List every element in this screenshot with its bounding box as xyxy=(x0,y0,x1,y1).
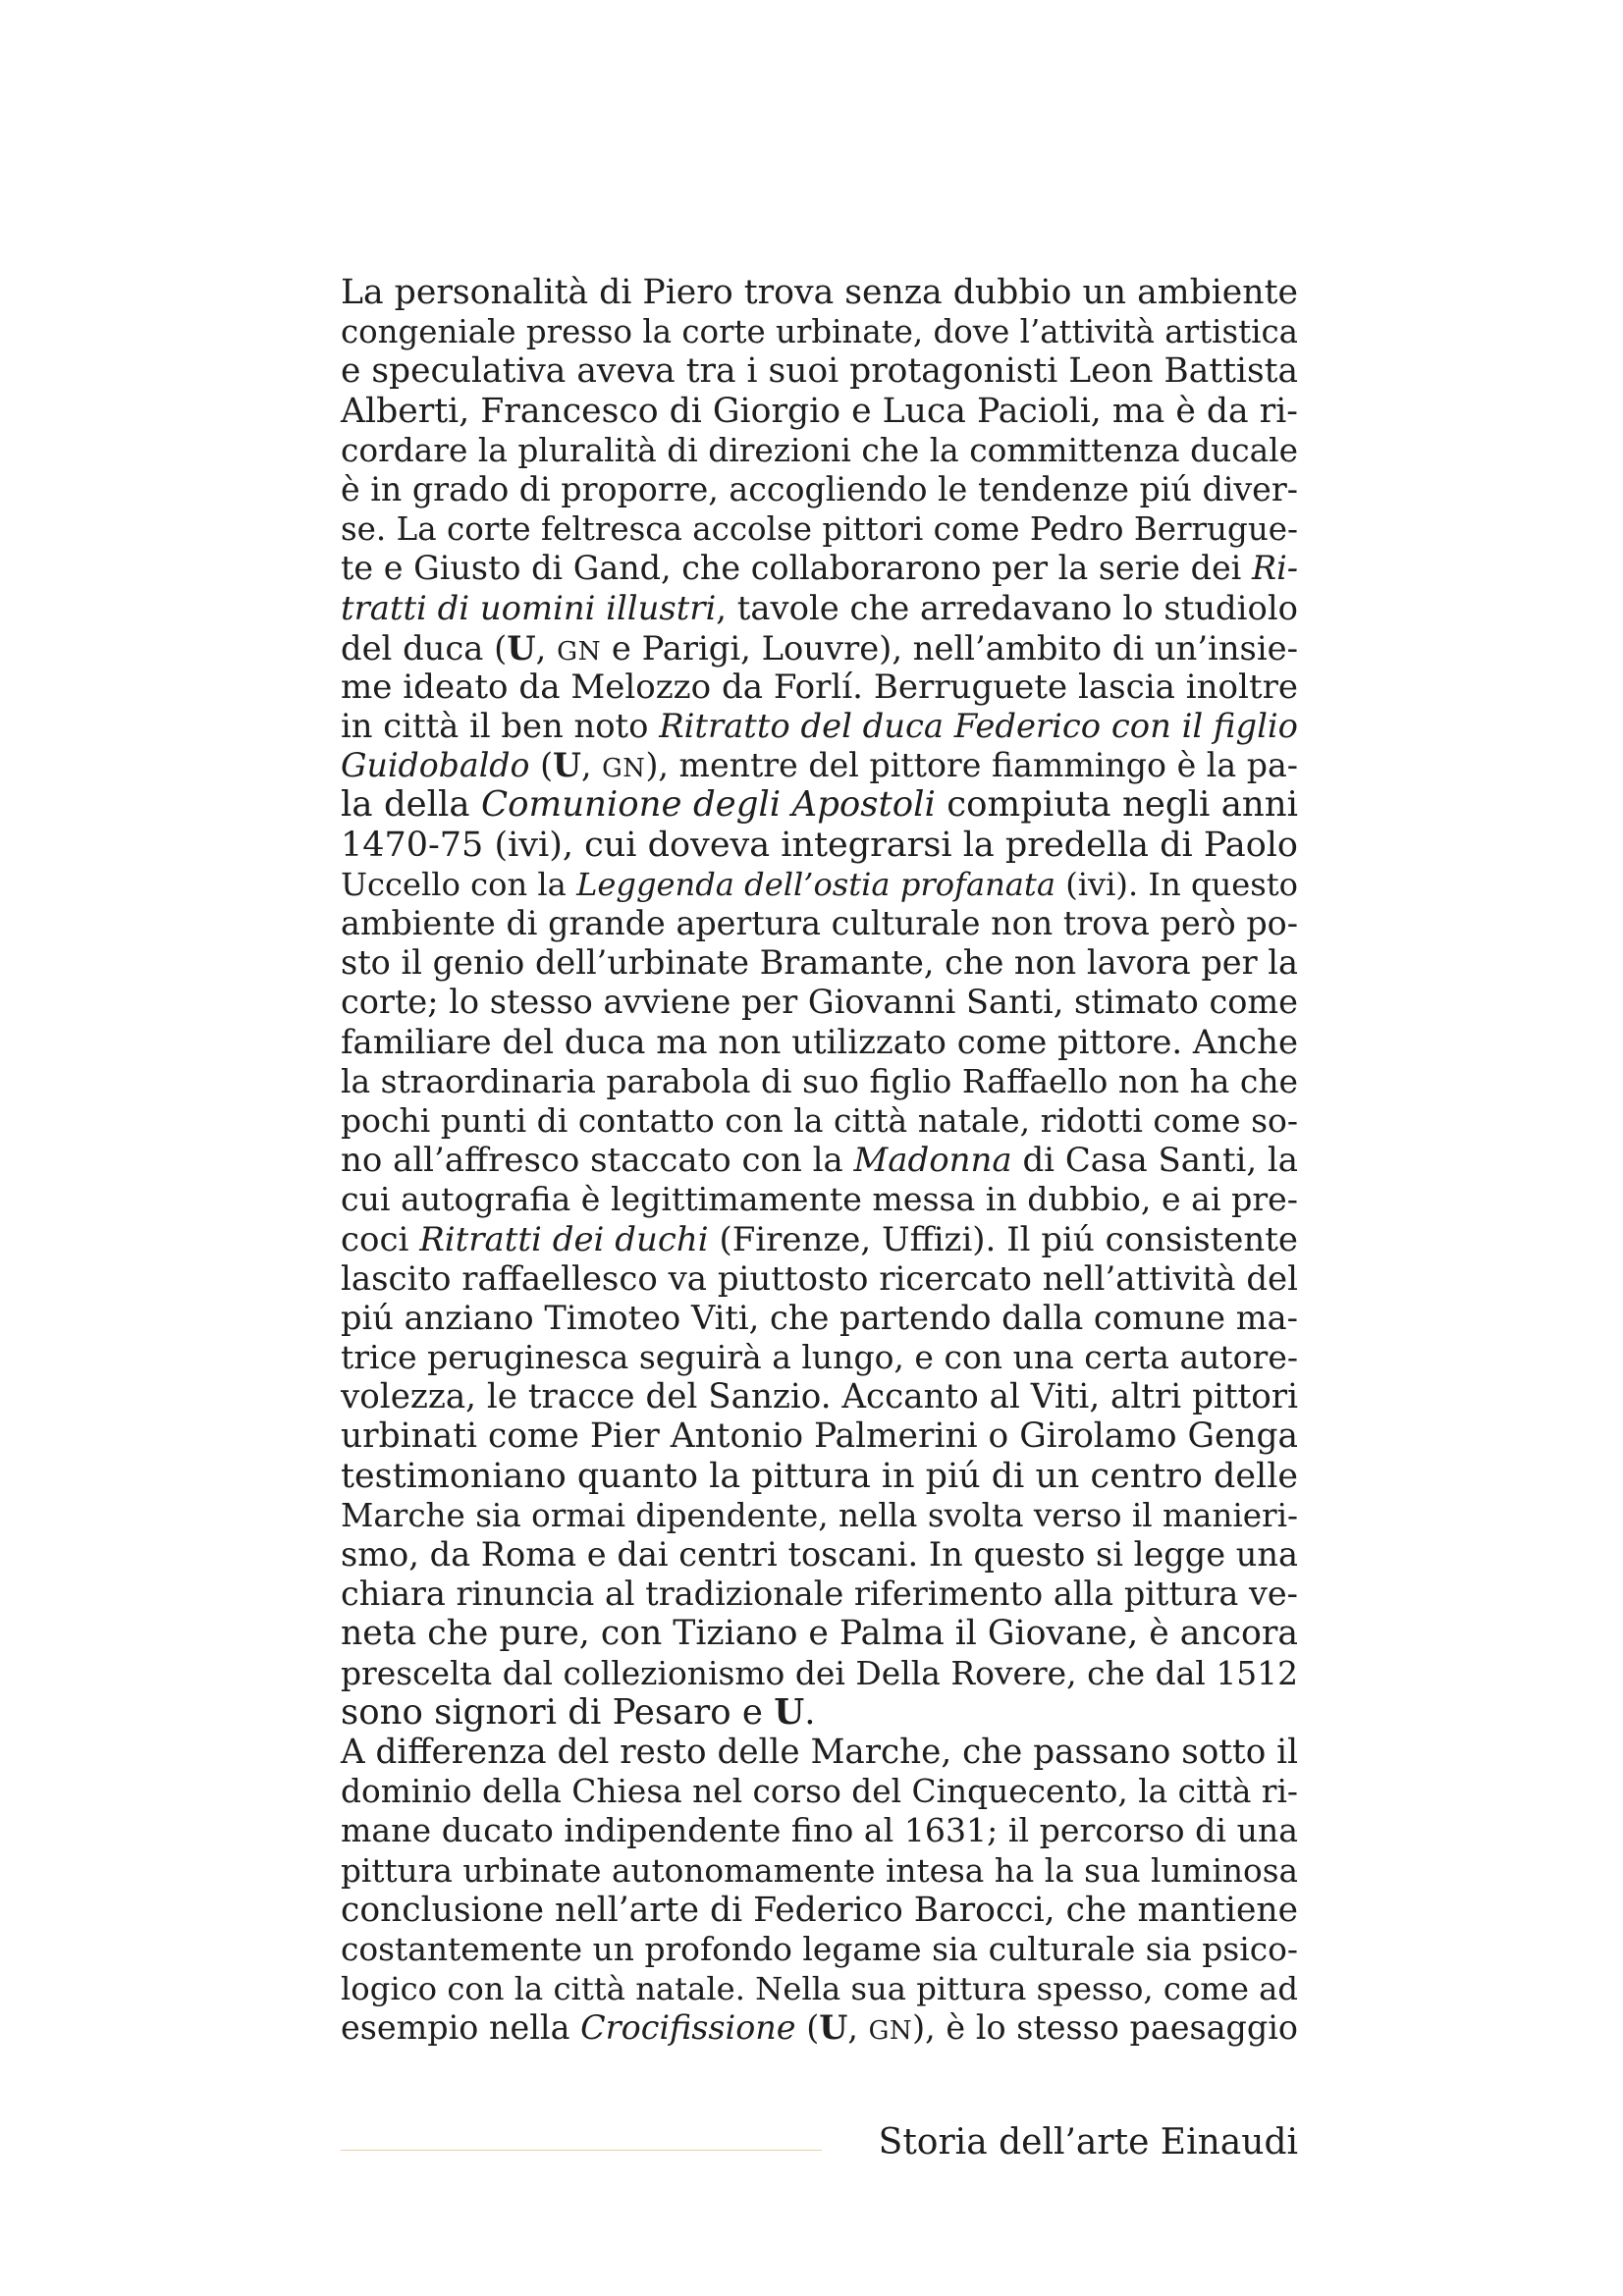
text-run: costantemente un profondo legame sia culturale sia psico- xyxy=(341,1929,1298,1968)
text-run: la straordinaria parabola di suo figlio Raffaello non ha che xyxy=(341,1061,1298,1100)
text-line xyxy=(341,1457,1298,1496)
text-run: Uccello con la xyxy=(341,865,577,903)
text-run: testimoniano quanto la pittura in piú di un centro delle xyxy=(341,1456,1298,1496)
text-line xyxy=(341,431,1298,470)
text-run: (Firenze, Uffizi). Il piú consistente xyxy=(708,1219,1298,1259)
italic-title: tratti di uomini illustri xyxy=(341,588,717,627)
text-line xyxy=(341,1101,1298,1141)
text-run: dominio della Chiesa nel corso del Cinquecento, la città ri- xyxy=(341,1773,1298,1811)
text-run: neta che pure, con Tiziano e Palma il Giovane, è ancora xyxy=(341,1614,1298,1654)
text-line xyxy=(341,943,1298,983)
text-line xyxy=(341,707,1298,746)
text-line xyxy=(341,1772,1298,1811)
text-run: urbinati come Pier Antonio Palmerini o Girolamo Genga xyxy=(341,1416,1298,1457)
text-line xyxy=(341,1141,1298,1180)
text-run: logico con la città natale. Nella sua pittura spesso, come ad xyxy=(341,1970,1298,2008)
text-run: ( xyxy=(529,746,554,785)
text-run: è in grado di proporre, accogliendo le tendenze piú diver- xyxy=(341,469,1298,508)
text-run: chiara rinuncia al tradizionale riferimento alla pittura ve- xyxy=(341,1575,1298,1614)
italic-title: Madonna xyxy=(853,1141,1012,1181)
museum-abbrev: GN xyxy=(868,2016,913,2047)
text-run: prescelta dal collezionismo dei Della Rovere, che dal 1512 xyxy=(341,1653,1298,1692)
text-run: smo, da Roma e dai centri toscani. In questo si legge una xyxy=(341,1535,1298,1574)
location-abbrev: U xyxy=(774,1691,805,1733)
text-line xyxy=(341,1338,1298,1377)
text-run: e speculativa aveva tra i suoi protagonisti Leon Battista xyxy=(341,351,1298,392)
text-line xyxy=(341,1575,1298,1614)
text-run: del duca ( xyxy=(341,628,508,667)
text-run: , xyxy=(580,746,603,785)
text-run: piú anziano Timoteo Viti, che partendo dalla comune ma- xyxy=(341,1298,1298,1337)
italic-title: Ritratti dei duchi xyxy=(419,1219,709,1259)
location-abbrev: U xyxy=(553,746,581,785)
text-run: ambiente di grande apertura culturale non trova però po- xyxy=(341,904,1298,942)
text-run: . xyxy=(804,1691,816,1733)
text-line xyxy=(341,904,1298,943)
text-line xyxy=(341,1969,1298,2008)
text-line xyxy=(341,1930,1298,1969)
text-line xyxy=(341,826,1298,865)
text-run: pittura urbinate autonomamente intesa ha la sua luminosa xyxy=(341,1851,1298,1890)
text-run: La personalità di Piero trova senza dubbio un ambiente xyxy=(341,273,1298,312)
text-run: , xyxy=(847,2008,869,2048)
text-line xyxy=(341,1535,1298,1575)
text-line xyxy=(341,1299,1298,1338)
footer-rule xyxy=(341,2150,822,2151)
text-run: sono signori di Pesaro e xyxy=(341,1691,775,1733)
text-run: compiuta negli anni xyxy=(935,784,1298,826)
text-line xyxy=(341,351,1298,391)
text-line xyxy=(341,1220,1298,1259)
text-run: (ivi). In questo xyxy=(1055,865,1298,903)
text-run: no all’affresco staccato con la xyxy=(341,1141,854,1181)
text-run: familiare del duca ma non utilizzato come pittore. Anche xyxy=(341,1022,1298,1061)
text-run: Alberti, Francesco di Giorgio e Luca Pacioli, ma è da ri- xyxy=(341,391,1298,431)
text-run: conclusione nell’arte di Federico Barocci, che mantiene xyxy=(341,1890,1298,1930)
text-run: esempio nella xyxy=(341,2008,581,2048)
text-line xyxy=(341,1180,1298,1219)
text-run: ), è lo stesso paesaggio xyxy=(912,2008,1298,2048)
italic-title: Crocifissione xyxy=(580,2008,796,2048)
text-line xyxy=(341,1851,1298,1891)
text-run: , xyxy=(535,628,558,667)
text-line xyxy=(341,1614,1298,1653)
text-run: corte; lo stesso avviene per Giovanni Santi, stimato come xyxy=(341,983,1298,1022)
text-run: di Casa Santi, la xyxy=(1011,1141,1298,1181)
text-run: e Parigi, Louvre), nell’ambito di un’insie- xyxy=(601,628,1298,667)
text-line xyxy=(341,1062,1298,1101)
text-run: me ideato da Melozzo da Forlí. Berruguete lascia inoltre xyxy=(341,667,1298,707)
text-line xyxy=(341,785,1298,825)
text-run: congeniale presso la corte urbinate, dove l’attività artistica xyxy=(341,313,1298,351)
italic-title: Comunione degli Apostoli xyxy=(481,784,936,826)
text-line xyxy=(341,509,1298,549)
text-run: pochi punti di contatto con la città natale, ridotti come so- xyxy=(341,1100,1298,1140)
footer-title: Storia dell’arte Einaudi xyxy=(878,2122,1298,2163)
text-line xyxy=(341,273,1298,312)
text-line xyxy=(341,549,1298,588)
italic-title: Ri- xyxy=(1251,549,1298,588)
text-run: A differenza del resto delle Marche, che passano sotto il xyxy=(341,1732,1298,1772)
text-run: Marche sia ormai dipendente, nella svolta verso il manieri- xyxy=(341,1496,1298,1534)
text-run: coci xyxy=(341,1219,420,1259)
location-abbrev: U xyxy=(507,627,536,667)
text-line xyxy=(341,1693,1298,1733)
museum-abbrev: GN xyxy=(602,754,646,784)
text-line xyxy=(341,1416,1298,1456)
text-run: sto il genio dell’urbinate Bramante, che non lavora per la xyxy=(341,943,1298,983)
text-line xyxy=(341,312,1298,351)
text-run: cordare la pluralità di direzioni che la committenza ducale xyxy=(341,431,1298,469)
italic-title: Guidobaldo xyxy=(341,746,530,785)
text-line xyxy=(341,983,1298,1022)
text-run: la della xyxy=(341,784,481,826)
text-line xyxy=(341,1654,1298,1693)
text-run: lascito raffaellesco va piuttosto ricercato nell’attività del xyxy=(341,1258,1298,1299)
text-line xyxy=(341,1891,1298,1930)
text-line xyxy=(341,865,1298,904)
body-text xyxy=(341,273,1298,2048)
text-run: se. La corte feltresca accolse pittori come Pedro Berrugue- xyxy=(341,510,1298,549)
text-run: cui autografia è legittimamente messa in dubbio, e ai pre- xyxy=(341,1180,1298,1219)
location-abbrev: U xyxy=(819,2008,848,2048)
text-run: mane ducato indipendente fino al 1631; il percorso di una xyxy=(341,1811,1298,1850)
museum-abbrev: GN xyxy=(557,636,602,667)
italic-title: Ritratto del duca Federico con il figlio xyxy=(659,707,1298,746)
text-line xyxy=(341,1377,1298,1416)
text-line xyxy=(341,746,1298,785)
text-line xyxy=(341,1259,1298,1299)
text-line xyxy=(341,628,1298,667)
italic-title: Leggenda dell’ostia profanata xyxy=(576,865,1055,903)
text-line xyxy=(341,667,1298,707)
text-line xyxy=(341,1811,1298,1850)
text-line xyxy=(341,470,1298,509)
text-line xyxy=(341,1496,1298,1535)
text-line xyxy=(341,1733,1298,1772)
text-run: , tavole che arredavano lo studiolo xyxy=(716,588,1298,627)
text-run: 1470-75 (ivi), cui doveva integrarsi la predella di Paolo xyxy=(341,825,1298,865)
text-line xyxy=(341,589,1298,628)
text-line xyxy=(341,1023,1298,1062)
text-run: volezza, le tracce del Sanzio. Accanto al Viti, altri pittori xyxy=(341,1377,1298,1417)
text-run: ), mentre del pittore fiammingo è la pa- xyxy=(645,746,1298,785)
text-run: trice peruginesca seguirà a lungo, e con una certa autore- xyxy=(341,1338,1298,1377)
text-line xyxy=(341,392,1298,431)
text-run: in città il ben noto xyxy=(341,707,660,746)
text-run: te e Giusto di Gand, che collaborarono per la serie dei xyxy=(341,549,1252,588)
text-line xyxy=(341,2008,1298,2048)
text-run: ( xyxy=(795,2008,820,2048)
